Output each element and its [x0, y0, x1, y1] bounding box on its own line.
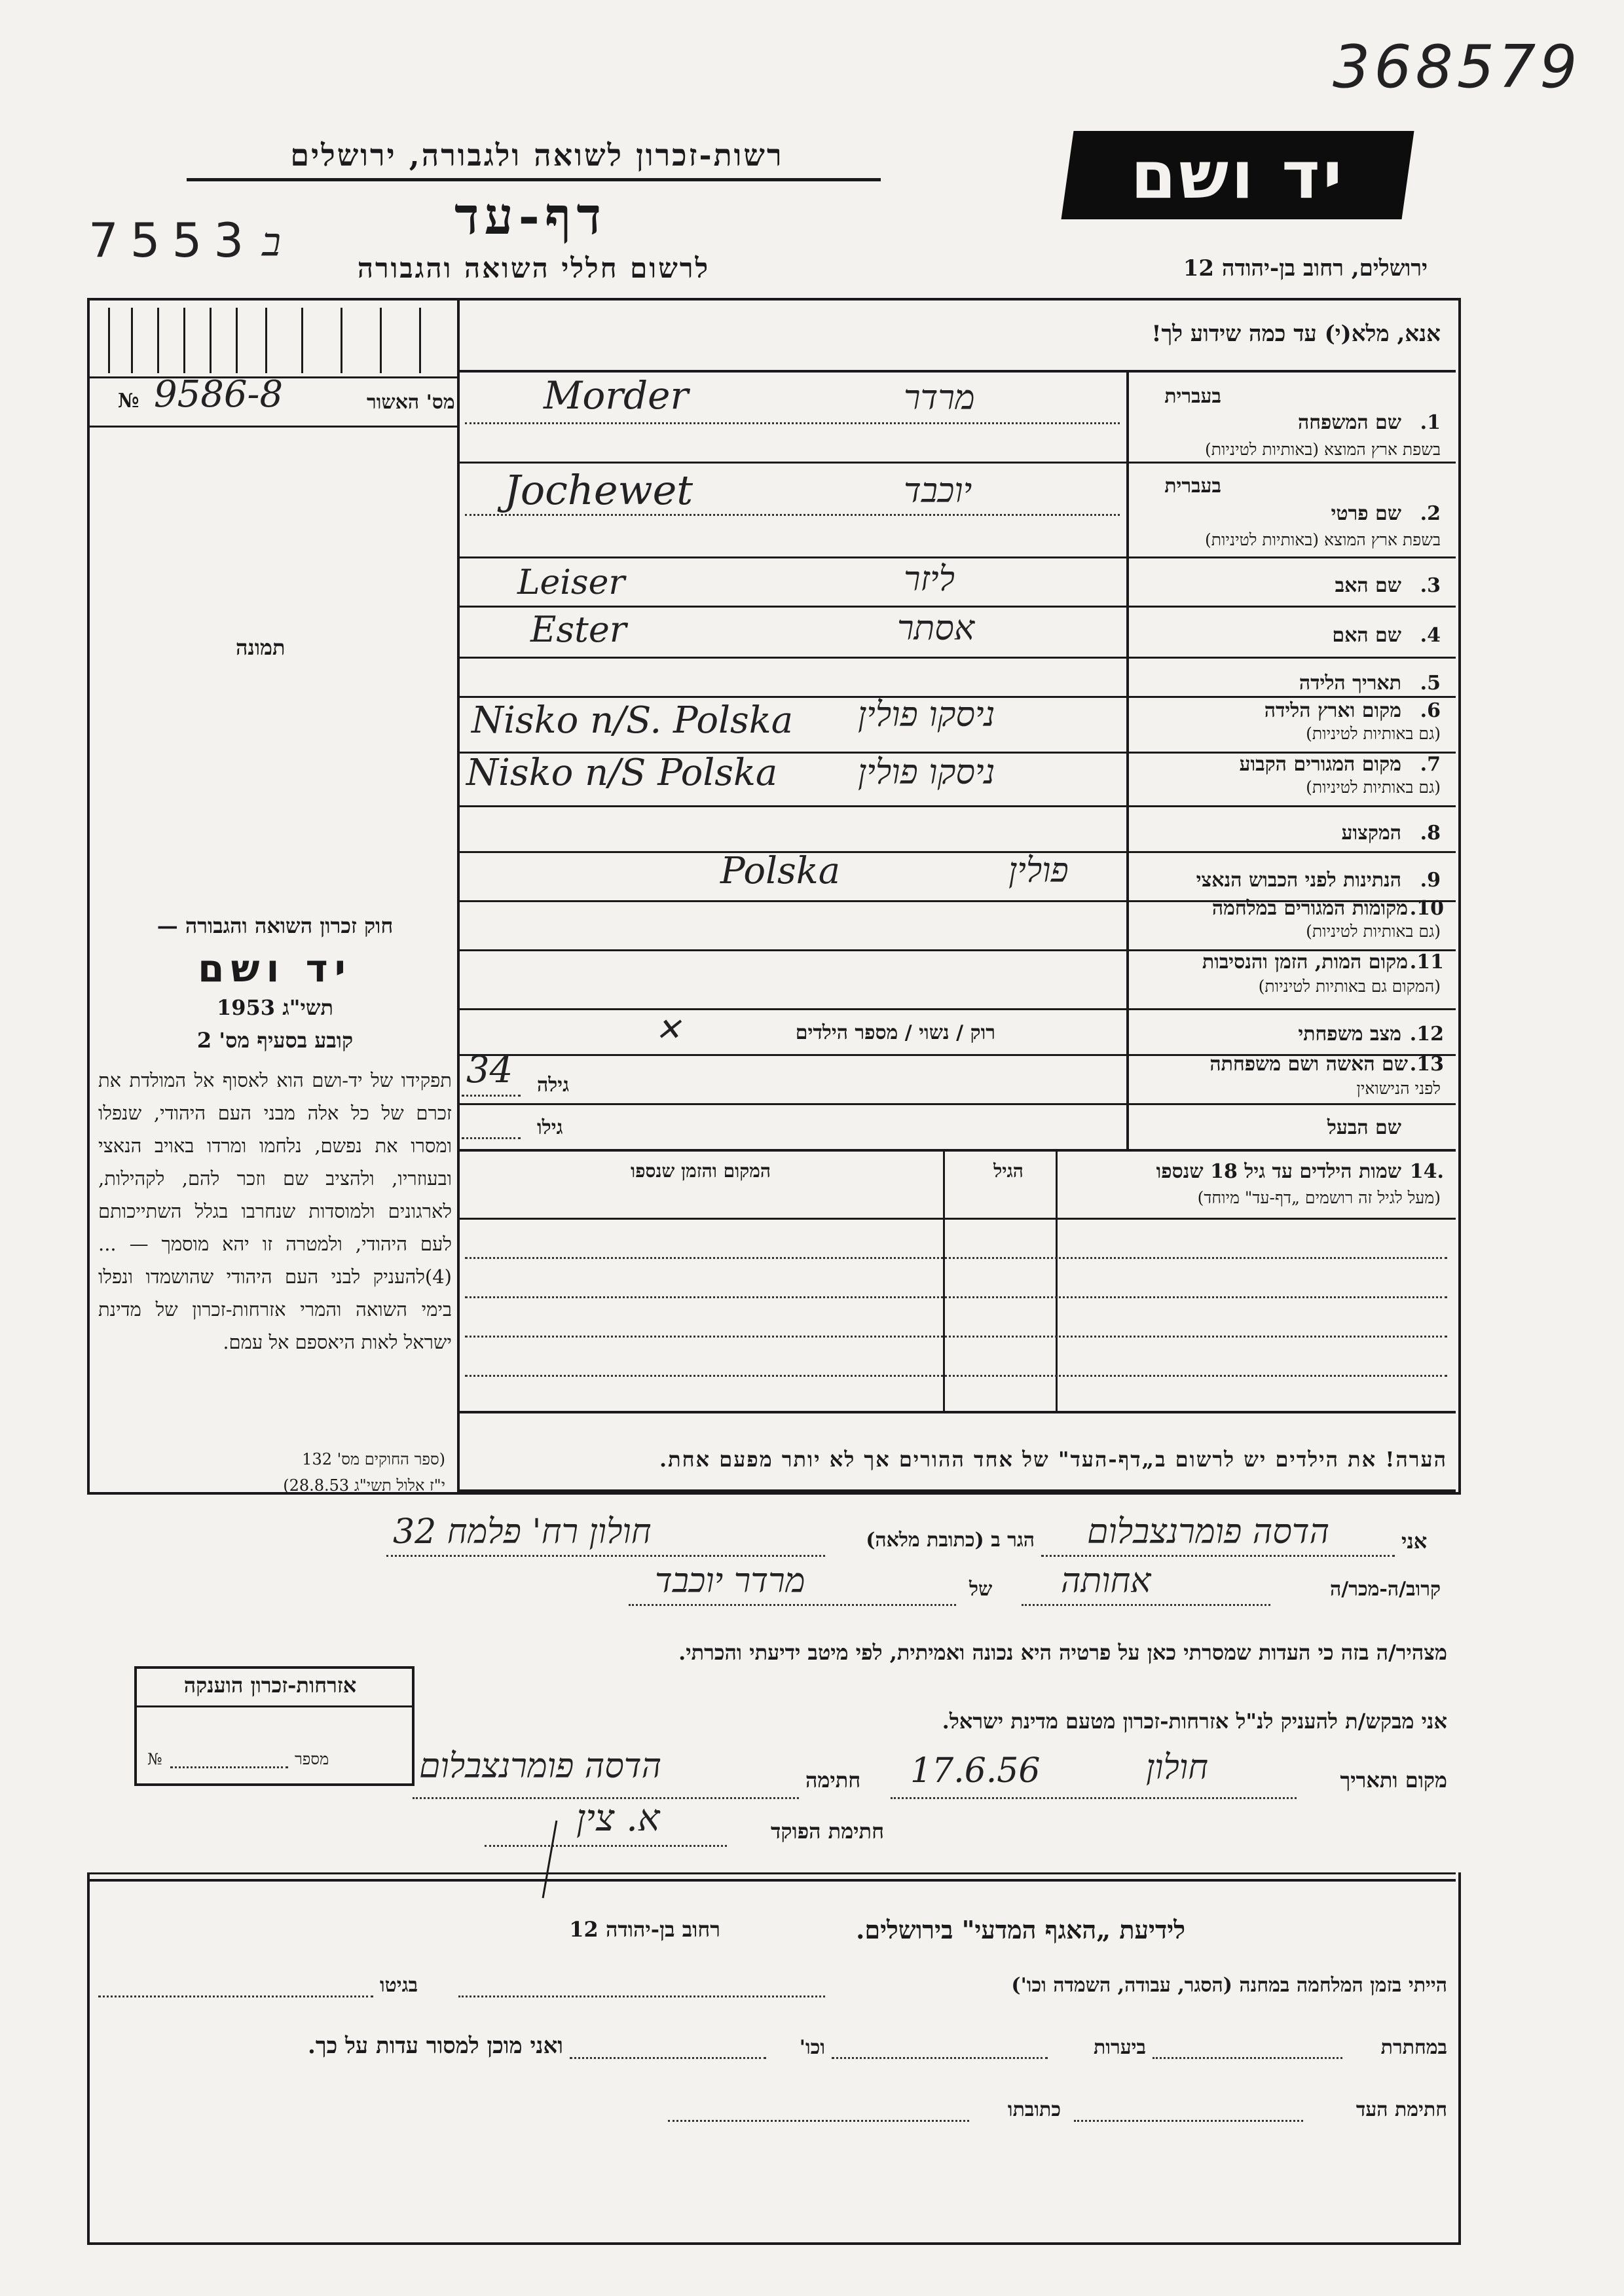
footer-line2-c: וכו': [799, 2036, 825, 2059]
left-column-divider: [457, 300, 460, 1491]
field-1-line-a: [465, 422, 1120, 424]
field-7-num: 7.: [1420, 753, 1441, 776]
family-status-mark: ✕: [655, 1011, 682, 1048]
field-6-sub: (גם באותיות לטיניות): [1306, 724, 1441, 743]
place-value: חולון: [1146, 1748, 1208, 1787]
decl-address: חולון רח' פלמח 32: [393, 1512, 652, 1552]
field-11-sub: (המקום גם באותיות לטיניות): [1258, 977, 1441, 996]
husband-age-line: [462, 1137, 521, 1139]
decl-statement: מצהיר/ה בזה כי העדות שמסרתי כאן על פרטיה היא נכונה ואמיתית, לפי מיטב ידיעתי והכרתי.: [678, 1640, 1447, 1665]
children-header-divider: [457, 1218, 1456, 1220]
footer-line3-b: כתובתו: [1007, 2098, 1061, 2121]
children-sub: (מעל לגיל זה רושמים „דף-עד" מיוחד): [1197, 1188, 1441, 1207]
field-11-num: 11.: [1409, 951, 1444, 974]
row-13-divider: [457, 1103, 1456, 1105]
box-tick: [341, 308, 342, 373]
yad-vashem-logo: יד ושם: [1130, 137, 1345, 213]
decl-address-line: [386, 1555, 825, 1557]
law-citation-2: י"ז אלול תשי"ג 28.8.53): [283, 1476, 445, 1495]
citizenship-box-label: אזרחות-זכרון הוענקה: [183, 1673, 357, 1698]
footer-line2-a-fill: [1153, 2057, 1342, 2059]
law-section: קובע בסעיף מס' 2: [196, 1028, 354, 1053]
field-7-sub: (גם באותיות לטיניות): [1306, 778, 1441, 797]
box-tick: [419, 308, 421, 373]
field-14-num: .14: [1409, 1160, 1444, 1183]
husband-label: שם הבעל: [1327, 1116, 1401, 1139]
decl-relation: אחותה: [1061, 1561, 1151, 1601]
field-12-label: מצב משפחתי: [1298, 1023, 1401, 1046]
page-number: 368579: [1333, 33, 1581, 101]
children-age-col: הגיל: [993, 1160, 1024, 1182]
field-2-latin: Jochewet: [504, 466, 693, 514]
family-status-text: רוק / נשוי / מספר הילדים: [795, 1021, 995, 1044]
row-8-divider: [457, 851, 1456, 853]
field-10-label: מקומות המגורים במלחמה: [1211, 897, 1408, 920]
footer-line1-a-fill: [458, 1995, 825, 1997]
law-body: תפקידו של יד-ושם הוא לאסוף אל המולדת את זכרם של כל אלה מבני העם היהודי, שנפלו ומסרו את נפשם, נלחמו ומרדו באויב הנאצי ובעוזריו, ולהציב שם וזכר להם, לקהילות, לארגונים ולמוסדות שנחרבו בגלל השתייכותם לעם היהודי, ולמטרה זו יהא מוסמך — ...(4)להעניק לבני העם היהודי שהושמדו ונפלו בימי השואה והמרי אזרחות-זכרון של מדינת ישראל לאות היאספם אל עמם.: [98, 1069, 452, 1353]
approval-label: מס' האשור: [367, 391, 455, 414]
children-col-divider-1: [1056, 1150, 1058, 1412]
footer-line3-a: חתימת העד: [1356, 2098, 1447, 2121]
field-7-hebrew: ניסקו פולין: [858, 753, 995, 792]
box-tick: [183, 308, 185, 373]
hebrew-label-2: בעברית: [1164, 475, 1221, 498]
footer-line2-b: ביערות: [1093, 2036, 1146, 2059]
law-citation-1: (ספר החוקים מס' 132: [302, 1450, 445, 1468]
children-row-4: [465, 1375, 1447, 1377]
decl-name: הדסה פומרנצבלום: [1087, 1512, 1330, 1552]
footer-line3-a-fill: [1074, 2120, 1303, 2122]
footer-line2-d: ואני מוכן למסור עדות על כך.: [308, 2033, 563, 2059]
field-4-hebrew: אסתר: [897, 609, 975, 648]
field-4-label: שם האם: [1332, 624, 1401, 647]
box-tick: [108, 308, 110, 373]
clerk-line: [485, 1845, 727, 1847]
footer-line3-b-fill: [668, 2120, 969, 2122]
children-place-col: המקום והזמן שנספו: [631, 1160, 771, 1182]
form-subtitle: לרשום חללי השואה והגבורה: [357, 252, 710, 284]
field-1-sub: בשפת ארץ המוצא (באותיות לטיניות): [1205, 440, 1441, 459]
field-3-latin: Leiser: [517, 563, 625, 602]
field-2-hebrew: יוכבד: [904, 471, 972, 511]
approval-no-mark: №: [118, 390, 139, 412]
left-file-number: 7553: [88, 213, 256, 268]
decl-request: אני מבקש/ת להעניק לנ"ל אזרחות-זכרון מטעם מדינת ישראל.: [942, 1709, 1447, 1734]
photo-label: תמונה: [236, 635, 286, 660]
field-1-num: 1.: [1420, 411, 1441, 434]
citizenship-number-label: מספר: [295, 1750, 329, 1768]
footer-line2-a: במחתרת: [1380, 2036, 1447, 2059]
row-7-divider: [457, 805, 1456, 807]
citizenship-number-line: [170, 1766, 288, 1768]
row-11-divider: [457, 1008, 1456, 1010]
field-11-label: מקום המות, הזמן והנסיבות: [1202, 951, 1408, 974]
header-address: ירושלים, רחוב בן-יהודה 12: [1183, 255, 1428, 282]
place-date-line: [891, 1797, 1297, 1799]
field-2-line-a: [465, 514, 1120, 516]
field-2-num: 2.: [1420, 502, 1441, 525]
footer-line1-b: בגיטו: [380, 1974, 418, 1997]
citizenship-box-divider: [134, 1705, 412, 1707]
citizenship-number-mark: №: [147, 1750, 162, 1768]
field-10-sub: (גם באותיות לטיניות): [1306, 922, 1441, 941]
footer-title: לידיעת „האגף המדעי" בירושלים.: [856, 1915, 1185, 1944]
law-year: תשי"ג 1953: [217, 995, 333, 1020]
box-tick: [265, 308, 267, 373]
field-4-num: 4.: [1420, 624, 1441, 647]
field-1-hebrew: מרדר: [904, 378, 975, 418]
box-tick: [157, 308, 159, 373]
field-9-latin: Polska: [720, 850, 841, 892]
field-4-latin: Ester: [530, 609, 627, 650]
age-label: גילה: [537, 1074, 570, 1097]
children-row-3: [465, 1336, 1447, 1338]
clerk-label: חתימת הפוקד: [771, 1819, 884, 1844]
field-9-num: 9.: [1420, 869, 1441, 892]
field-7-latin: Nisko n/S Polska: [466, 752, 778, 794]
signature-label: חתימה: [805, 1768, 861, 1793]
box-tick: [301, 308, 303, 373]
husband-age-label: גילו: [537, 1116, 563, 1139]
field-7-label: מקום המגורים הקבוע: [1239, 753, 1401, 776]
children-row-2: [465, 1296, 1447, 1298]
children-col-divider-2: [943, 1150, 945, 1412]
field-3-num: 3.: [1420, 574, 1441, 597]
field-6-label: מקום וארץ הלידה: [1264, 699, 1401, 722]
field-10-num: 10.: [1409, 897, 1444, 920]
box-tick: [380, 308, 382, 373]
row-3-divider: [457, 606, 1456, 608]
row-4-divider: [457, 657, 1456, 659]
declaration-top: [457, 1489, 1456, 1492]
footer-address: רחוב בן-יהודה 12: [569, 1917, 720, 1942]
children-bottom: [457, 1411, 1456, 1413]
field-3-label: שם האב: [1335, 574, 1401, 597]
field-6-latin: Nisko n/S. Polska: [471, 699, 794, 742]
age-line: [462, 1095, 521, 1097]
field-5-label: תאריך הלידה: [1299, 672, 1401, 695]
box-tick: [210, 308, 212, 373]
footer-line2-c-fill: [570, 2057, 766, 2059]
field-8-label: המקצוע: [1341, 822, 1401, 845]
box-tick: [236, 308, 238, 373]
form-title: דף-עד: [454, 187, 606, 246]
hebrew-label-1: בעברית: [1164, 385, 1221, 408]
field-3-hebrew: ליזר: [904, 560, 955, 599]
decl-address-label: הגר ב (כתובת מלאה): [866, 1529, 1035, 1552]
field-6-hebrew: ניסקו פולין: [858, 695, 995, 735]
law-title: חוק זכרון השואה והגבורה —: [157, 913, 394, 938]
field-9-hebrew: פולין: [1008, 851, 1069, 890]
place-date-label: מקום ותאריך: [1340, 1768, 1447, 1793]
field-9-label: הנתינות לפני הכבוש הנאצי: [1196, 869, 1401, 892]
children-note: הערה! את הילדים יש לרשום ב„דף-העד" של אחד ההורים אך לא יותר מפעם אחת.: [659, 1447, 1447, 1472]
row-husband-divider: [457, 1149, 1456, 1152]
age-value: 34: [466, 1049, 513, 1091]
field-2-label: שם פרטי: [1331, 502, 1401, 525]
institution-underline: [187, 178, 881, 181]
footer-line1-b-fill: [98, 1995, 373, 1997]
label-column-divider: [1126, 370, 1129, 1149]
clerk-value: א. צין: [576, 1797, 660, 1840]
field-2-sub: בשפת ארץ המוצא (באותיות לטיניות): [1205, 530, 1441, 549]
field-6-num: 6.: [1420, 699, 1441, 722]
field-8-num: 8.: [1420, 822, 1441, 845]
decl-of-label: של: [969, 1578, 993, 1601]
field-12-num: 12.: [1409, 1023, 1444, 1046]
approval-bottom-line: [87, 426, 457, 428]
institution-name: רשות-זכרון לשואה ולגבורה, ירושלים: [290, 137, 784, 173]
instruction-divider: [457, 370, 1456, 373]
date-value: 17.6.56: [910, 1751, 1041, 1791]
instruction-text: אנא, מלא(י) עד כמה שידוע לך!: [1151, 321, 1441, 347]
children-row-1: [465, 1257, 1447, 1259]
field-13-sub: לפני הנישואין: [1356, 1079, 1441, 1098]
decl-of-line: [629, 1604, 956, 1606]
approval-number: 9586-8: [154, 373, 284, 416]
field-1-latin: Morder: [544, 373, 689, 418]
decl-relation-label: קרוב/ה-מכר/ה: [1330, 1578, 1441, 1601]
law-name: יד ושם: [198, 946, 352, 991]
field-1-label: שם המשפחה: [1297, 411, 1401, 434]
decl-relation-line: [1022, 1604, 1270, 1606]
row-1-divider: [457, 462, 1456, 464]
box-tick: [131, 308, 133, 373]
signature-value: הדסה פומרנצבלום: [419, 1747, 662, 1786]
footer-line1-a: הייתי בזמן המלחמה במחנה (הסגר, עבודה, השמדה וכו'): [1011, 1974, 1447, 1997]
decl-i-label: אני: [1401, 1529, 1428, 1554]
field-5-num: 5.: [1420, 672, 1441, 695]
decl-name-line: [1041, 1555, 1395, 1557]
field-13-label: שם האשה ושם משפחתה: [1209, 1053, 1408, 1076]
field-13-num: 13.: [1409, 1053, 1444, 1076]
decl-of: מרדר יוכבד: [655, 1561, 805, 1601]
children-label: שמות הילדים עד גיל 18 שנספו: [1156, 1160, 1401, 1183]
footer-line2-b-fill: [832, 2057, 1048, 2059]
row-2-divider: [457, 556, 1456, 558]
left-file-number-mark: ב: [262, 219, 281, 265]
